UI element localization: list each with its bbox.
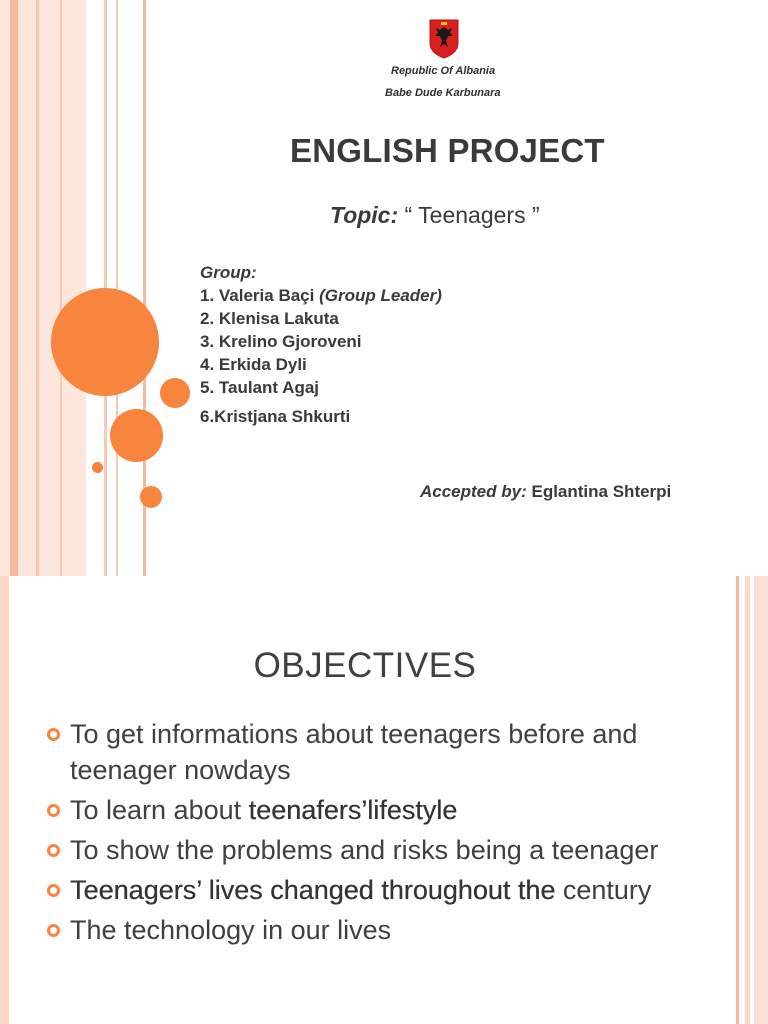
- group-member: 3. Krelino Gjoroveni: [200, 332, 362, 351]
- school-name: Babe Dude Karbunara: [385, 87, 501, 99]
- decorative-stripe: [116, 0, 118, 576]
- list-item: To learn about teenafers’lifestyle: [44, 792, 724, 828]
- objectives-slide: [0, 576, 768, 1024]
- topic-label: Topic:: [330, 202, 399, 228]
- group-member: 2. Klenisa Lakuta: [200, 309, 339, 328]
- country-name: Republic Of Albania: [391, 65, 496, 77]
- accepted-name: Eglantina Shterpi: [531, 482, 672, 501]
- objectives-title: OBJECTIVES: [253, 646, 477, 685]
- decorative-stripe: [36, 0, 39, 576]
- decorative-circle: [51, 288, 159, 396]
- decorative-stripe: [745, 576, 750, 1024]
- decorative-circle: [140, 486, 162, 508]
- ring-bullet-icon: [47, 728, 60, 741]
- decorative-stripe: [754, 576, 768, 1024]
- group-list: [200, 261, 442, 428]
- albania-flag-icon: [427, 17, 461, 59]
- list-item: To get informations about teenagers before and teenager nowdays: [44, 716, 724, 788]
- decorative-circle: [110, 409, 163, 462]
- ring-bullet-icon: [47, 884, 60, 897]
- group-member: 6.Kristjana Shkurti: [200, 407, 351, 426]
- topic-value: “ Teenagers ”: [404, 202, 540, 228]
- group-label: Group:: [200, 263, 257, 282]
- objectives-list: [44, 716, 724, 952]
- group-member: 5. Taulant Agaj: [200, 378, 320, 397]
- decorative-circle: [160, 378, 190, 408]
- list-item: Teenagers’ lives changed throughout the century: [44, 872, 724, 908]
- list-item: The technology in our lives: [44, 912, 724, 948]
- list-item: To show the problems and risks being a teenager: [44, 832, 724, 868]
- ring-bullet-icon: [47, 844, 60, 857]
- group-leader-role: (Group Leader): [319, 286, 442, 305]
- decorative-circle: [92, 462, 103, 473]
- accepted-by: [420, 482, 671, 502]
- decorative-stripe: [736, 576, 739, 1024]
- topic-line: [330, 202, 540, 229]
- decorative-stripe: [0, 576, 9, 1024]
- decorative-stripe: [10, 0, 18, 576]
- decorative-stripe: [60, 0, 62, 576]
- project-title: ENGLISH PROJECT: [290, 132, 605, 169]
- ring-bullet-icon: [47, 804, 60, 817]
- ring-bullet-icon: [47, 924, 60, 937]
- accepted-label: Accepted by:: [420, 482, 527, 501]
- group-member: 1. Valeria Baçi (Group Leader): [200, 286, 442, 305]
- group-member: 4. Erkida Dyli: [200, 355, 307, 374]
